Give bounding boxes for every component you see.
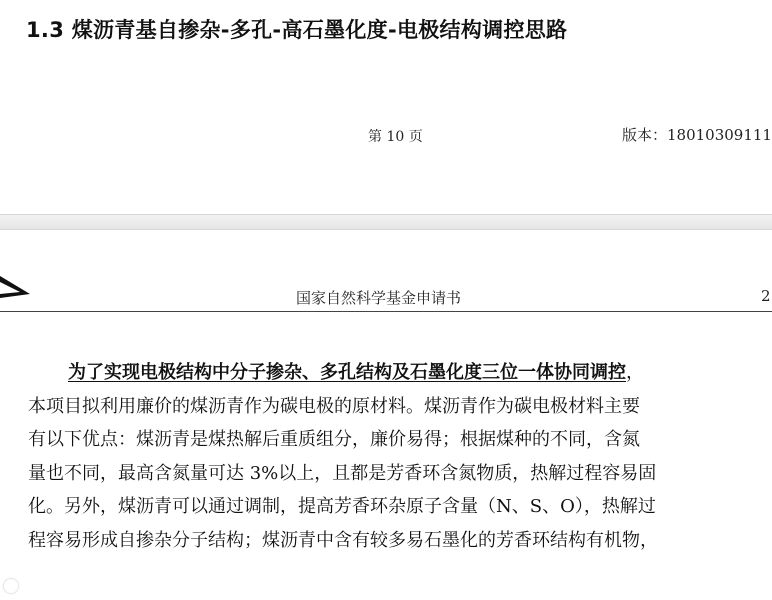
- page-header-title: 国家自然科学基金申请书: [296, 289, 462, 307]
- watermark: [4, 576, 114, 596]
- header-rule: [0, 311, 772, 312]
- body-line-5: 化。另外，煤沥青可以通过调制，提高芳香环杂原子含量（N、S、O），热解过: [28, 496, 656, 517]
- body-line-1: [28, 356, 772, 390]
- body-line-1-tail: ，: [626, 362, 644, 383]
- emphasized-text: 为了实现电极结构中分子掺杂、多孔结构及石墨化度三位一体协同调控: [68, 362, 626, 383]
- body-line-4: 量也不同，最高含氮量可达 3%以上，且都是芳香环含氮物质，热解过程容易固: [28, 462, 657, 484]
- body-line-6: 程容易形成自掺杂分子结构；煤沥青中含有较多易石墨化的芳香环结构有机物，: [28, 529, 658, 551]
- body-line-2: 本项目拟利用廉价的煤沥青作为碳电极的原材料。煤沥青作为碳电极材料主要: [28, 395, 640, 417]
- body-line-3: 有以下优点：煤沥青是煤热解后重质组分，廉价易得；根据煤种的不同，含氮: [28, 429, 640, 450]
- circle-logo-icon: [4, 579, 18, 593]
- page-gap: [0, 214, 772, 230]
- page-number-footer: 第 10 页: [368, 129, 423, 145]
- body-paragraph: [28, 356, 772, 557]
- corner-mark-icon: [0, 272, 34, 302]
- page-header-number: 2: [761, 287, 771, 305]
- section-title: 1.3 煤沥青基自掺杂-多孔-高石墨化度-电极结构调控思路: [26, 18, 568, 42]
- version-label: 版本：18010309111: [622, 126, 772, 144]
